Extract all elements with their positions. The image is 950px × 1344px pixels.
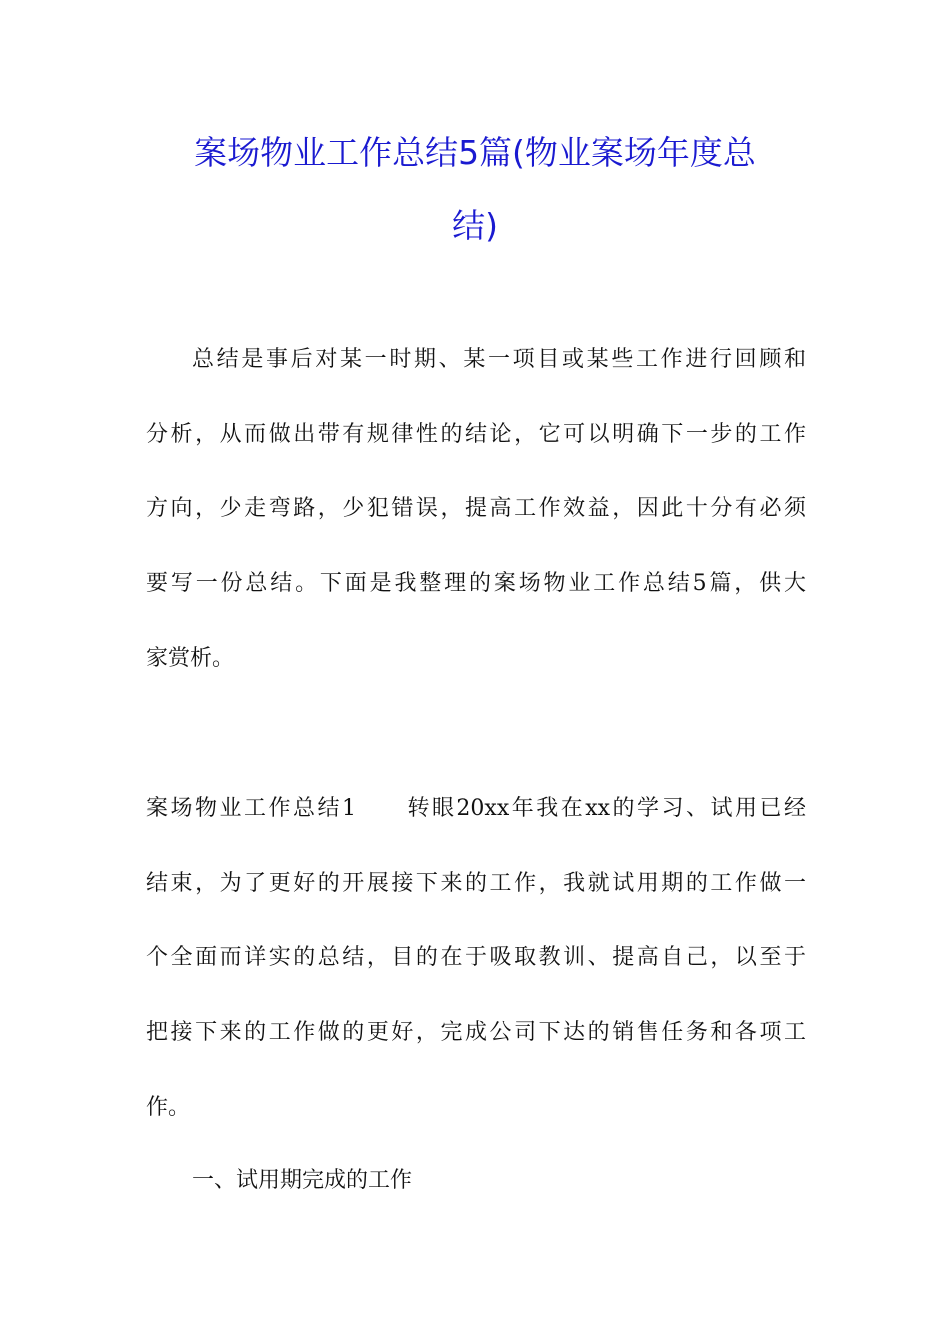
intro-paragraph-line: 家赏析。 xyxy=(146,646,235,671)
intro-paragraph-line: 要写一份总结。下面是我整理的案场物业工作总结5篇，供大 xyxy=(146,571,806,596)
intro-paragraph-line: 分析，从而做出带有规律性的结论，它可以明确下一步的工作 xyxy=(146,422,806,447)
intro-paragraph-line: 总结是事后对某一时期、某一项目或某些工作进行回顾和 xyxy=(192,347,806,372)
section-paragraph-line: 结束，为了更好的开展接下来的工作，我就试用期的工作做一 xyxy=(146,871,806,896)
document-title-line-2: 结) xyxy=(452,206,498,245)
section-heading: 一、试用期完成的工作 xyxy=(192,1168,413,1193)
intro-paragraph-line: 方向，少走弯路，少犯错误，提高工作效益，因此十分有必须 xyxy=(146,496,806,521)
section-paragraph-line: 作。 xyxy=(146,1095,191,1120)
section-paragraph-line: 把接下来的工作做的更好，完成公司下达的销售任务和各项工 xyxy=(146,1020,806,1045)
section-paragraph-line: 个全面而详实的总结，目的在于吸取教训、提高自己，以至于 xyxy=(146,945,806,970)
section-paragraph-line: 案场物业工作总结1 转眼20xx年我在xx的学习、试用已经 xyxy=(146,796,806,821)
document-title-line-1: 案场物业工作总结5篇(物业案场年度总 xyxy=(194,133,756,172)
